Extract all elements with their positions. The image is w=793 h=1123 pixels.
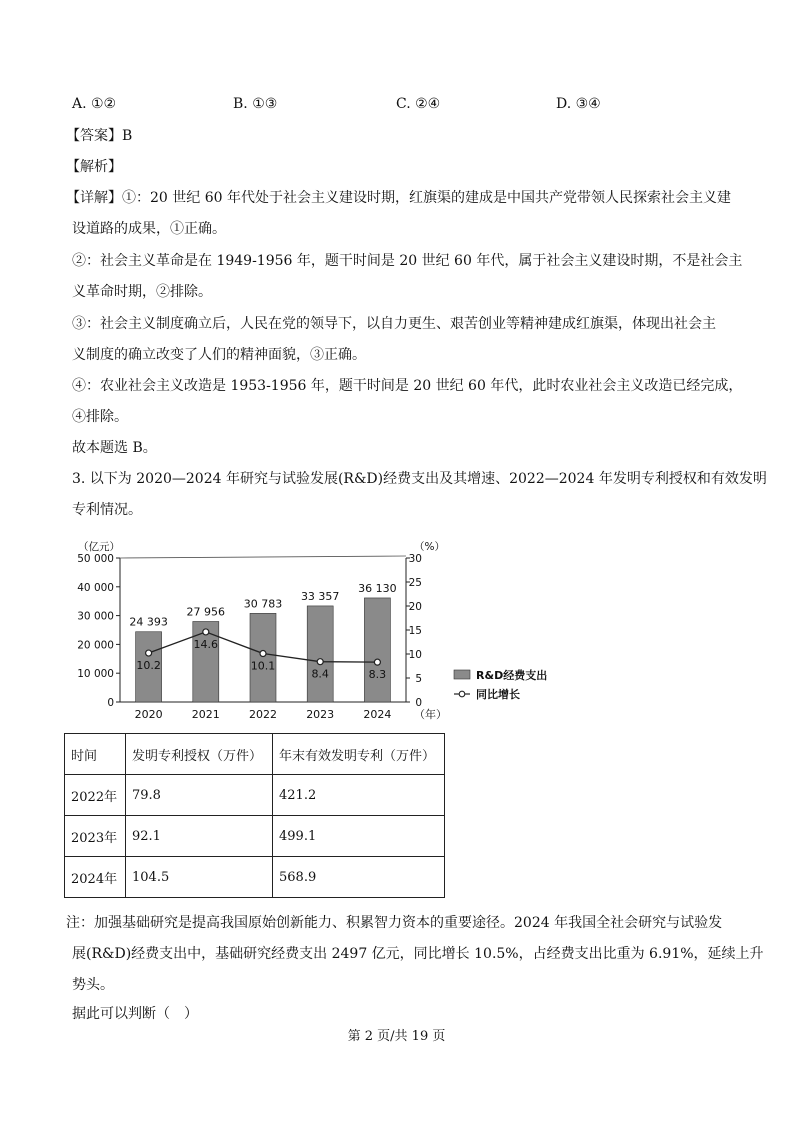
right-tick-label: 30 <box>408 553 422 565</box>
right-tick-label: 5 <box>415 673 422 685</box>
growth-point <box>374 659 380 665</box>
table-cell: 2023年 <box>65 816 126 857</box>
right-tick-label: 10 <box>408 649 422 661</box>
table-header-cell: 发明专利授权（万件） <box>126 734 273 775</box>
answer-line: 【答案】B <box>66 128 133 144</box>
option-d: D. ③④ <box>556 96 601 112</box>
option-a: A. ①② <box>72 96 117 112</box>
growth-point <box>146 650 152 656</box>
x-tick-label: 2023 <box>306 708 335 721</box>
bar <box>364 598 390 702</box>
conclusion-line: 故本题选 B。 <box>72 440 157 456</box>
right-tick-label: 0 <box>415 697 422 709</box>
growth-value-label: 14.6 <box>193 637 219 651</box>
analysis-heading: 【解析】 <box>66 159 122 175</box>
right-axis-unit-label: （%） <box>414 541 445 553</box>
analysis-line: 【详解】①：20 世纪 60 年代处于社会主义建设时期，红旗渠的建成是中国共产党带领人民探索社会主义建 <box>66 190 731 206</box>
left-axis-unit-label: （亿元） <box>78 541 120 553</box>
legend-bar-label: R&D经费支出 <box>476 669 548 682</box>
left-tick-label: 20 000 <box>77 639 114 652</box>
growth-value-label: 8.4 <box>311 667 329 681</box>
table-header-row <box>65 734 445 775</box>
analysis-line: 义制度的确立改变了人们的精神面貌，③正确。 <box>72 347 366 363</box>
bar-value-label: 30 783 <box>243 597 283 611</box>
x-axis-unit-label: （年） <box>414 708 447 721</box>
table-cell: 421.2 <box>273 775 445 816</box>
analysis-line: 义革命时期，②排除。 <box>72 284 212 300</box>
growth-point <box>317 659 323 665</box>
analysis-line: ④：农业社会主义改造是 1953-1956 年，题干时间是 20 世纪 60 年代，此时农业社会主义改造已经完成， <box>72 378 743 394</box>
note-line: 展(R&D)经费支出中，基础研究经费支出 2497 亿元，同比增长 10.5%，占经费支出比重为 6.91%，延续上升 <box>72 946 764 962</box>
analysis-line: ③：社会主义制度确立后，人民在党的领导下，以自力更生、艰苦创业等精神建成红旗渠，体现出社会主 <box>72 316 716 332</box>
legend-line-marker <box>459 691 465 697</box>
growth-point <box>203 629 209 635</box>
growth-value-label: 8.3 <box>368 668 387 682</box>
bar-value-label: 36 130 <box>358 581 397 595</box>
table-header-cell: 时间 <box>65 734 126 775</box>
bar-value-label: 27 956 <box>186 605 226 619</box>
question-line: 3. 以下为 2020—2024 年研究与试验发展(R&D)经费支出及其增速、2022—2024 年发明专利授权和有效发明 <box>72 471 767 487</box>
table-cell: 79.8 <box>126 775 273 816</box>
growth-point <box>260 651 266 657</box>
right-tick-label: 25 <box>408 577 422 589</box>
table-header-cell: 年末有效发明专利（万件） <box>273 734 445 775</box>
patent-table <box>64 733 445 898</box>
page-footer: 第 2 页/共 19 页 <box>347 1029 446 1044</box>
table-row <box>65 857 445 898</box>
table-cell: 104.5 <box>126 857 273 898</box>
analysis-line: ④排除。 <box>72 409 128 425</box>
left-tick-label: 50 000 <box>77 553 114 565</box>
legend-line-label: 同比增长 <box>476 688 520 701</box>
x-tick-label: 2024 <box>363 708 392 721</box>
note-line: 势头。 <box>72 977 114 993</box>
option-c: C. ②④ <box>396 96 441 112</box>
rd-expenditure-chart <box>56 532 576 722</box>
table-cell: 568.9 <box>273 857 445 898</box>
x-tick-label: 2020 <box>134 708 163 721</box>
left-tick-label: 40 000 <box>77 581 114 594</box>
analysis-line: 设道路的成果，①正确。 <box>72 221 226 237</box>
table-row <box>65 775 445 816</box>
left-tick-label: 0 <box>107 697 114 709</box>
right-tick-label: 15 <box>408 625 422 637</box>
bar-value-label: 24 393 <box>129 615 168 629</box>
left-tick-label: 30 000 <box>77 610 114 623</box>
bar-value-label: 33 357 <box>300 589 340 603</box>
legend-bar-swatch <box>454 670 470 679</box>
table-cell: 2022年 <box>65 775 126 816</box>
growth-value-label: 10.1 <box>250 659 276 673</box>
table-cell: 92.1 <box>126 816 273 857</box>
note-line: 注：加强基础研究是提高我国原始创新能力、积累智力资本的重要途径。2024 年我国全社会研究与试验发 <box>66 915 723 931</box>
question-line: 专利情况。 <box>72 502 142 518</box>
table-cell: 2024年 <box>65 857 126 898</box>
table-row <box>65 816 445 857</box>
right-tick-label: 20 <box>408 601 422 613</box>
analysis-line: ②：社会主义革命是在 1949-1956 年，题干时间是 20 世纪 60 年代，属于社会主义建设时期，不是社会主 <box>72 253 743 269</box>
growth-value-label: 10.2 <box>136 659 161 673</box>
top-border-line <box>120 556 406 558</box>
bar <box>307 606 333 702</box>
bar <box>250 613 276 702</box>
table-cell: 499.1 <box>273 816 445 857</box>
x-tick-label: 2021 <box>191 708 220 721</box>
option-b: B. ①③ <box>233 96 278 112</box>
x-tick-label: 2022 <box>249 708 277 721</box>
left-tick-label: 10 000 <box>77 668 114 681</box>
question-prompt: 据此可以判断（ ） <box>72 1006 198 1022</box>
